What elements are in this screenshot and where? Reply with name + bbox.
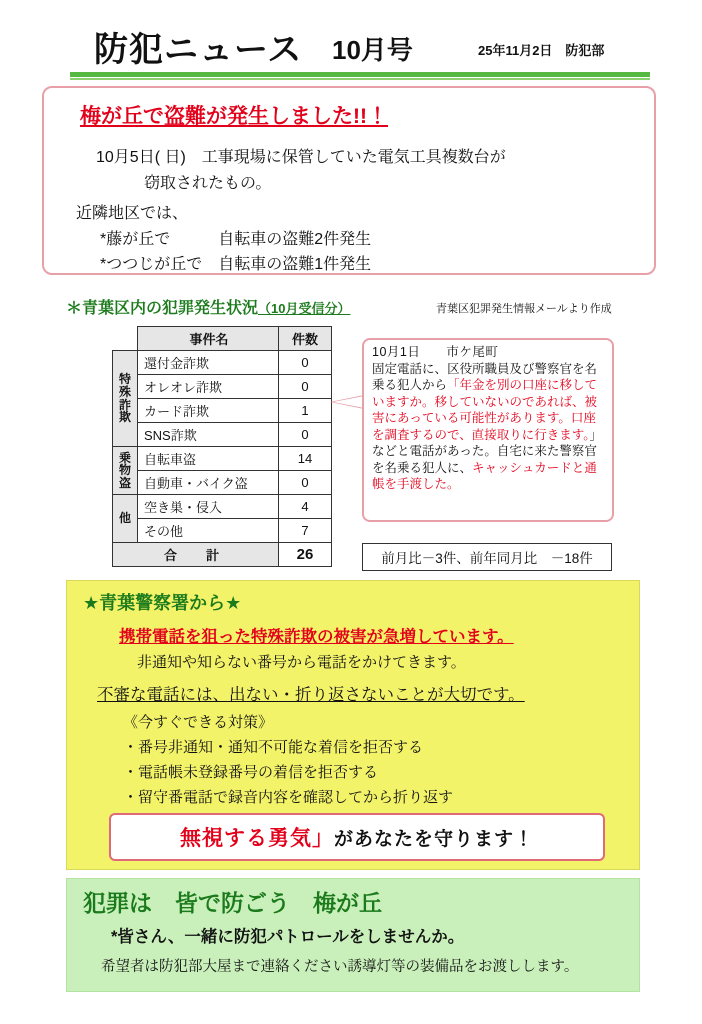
stats-heading-text: ＊青葉区内の犯罪発生状況 xyxy=(66,300,259,317)
table-row xyxy=(113,351,332,375)
table-row xyxy=(113,447,332,471)
crime-count: 4 xyxy=(279,495,332,519)
stats-source-note: 青葉区犯罪発生情報メールより作成 xyxy=(436,303,612,315)
total-label: 合 計 xyxy=(113,543,279,567)
crime-name: 自転車盗 xyxy=(138,447,279,471)
crime-name: 空き巣・侵入 xyxy=(138,495,279,519)
alert-detail-line-1: 10月5日( 日) 工事現場に保管していた電気工具複数台が xyxy=(96,149,506,166)
fraud-case-callout xyxy=(362,338,614,522)
callout-body xyxy=(372,361,604,493)
category-label-special-fraud: 特殊詐欺 xyxy=(113,351,138,447)
police-measure-item-1: ・番号非通知・通知不可能な着信を拒否する xyxy=(123,739,424,756)
callout-text-3: 」などと電話があった。自 xyxy=(372,427,603,458)
date-department: 25年11月2日 防犯部 xyxy=(478,43,605,58)
total-value: 26 xyxy=(279,543,332,567)
alert-nearby-item-1: *藤が丘で 自転車の盗難2件発生 xyxy=(100,231,372,248)
callout-text-4: 宅に来た警察官を名乗る犯人に、 xyxy=(372,444,597,475)
callout-pointer-inner xyxy=(333,396,364,408)
police-measure-item-2: ・電話帳未登録番号の着信を拒否する xyxy=(123,764,379,781)
crime-count: 0 xyxy=(279,471,332,495)
table-row xyxy=(113,519,332,543)
police-measures-heading: 《今すぐできる対策》 xyxy=(123,714,274,731)
crime-count: 0 xyxy=(279,351,332,375)
table-row xyxy=(113,495,332,519)
table-total-row xyxy=(113,543,332,567)
callout-text-red-3: ば、被害にあっている可能性があります。 xyxy=(372,394,598,425)
crime-count: 14 xyxy=(279,447,332,471)
crime-name: 自動車・バイク盗 xyxy=(138,471,279,495)
category-label-vehicle-theft: 乗物盗 xyxy=(113,447,138,495)
police-advice-headline: 不審な電話には、出ない・折り返さないことが大切です。 xyxy=(97,686,525,704)
alert-headline: 梅が丘で盗難が発生しました!!！ xyxy=(80,105,388,128)
footer-line-1: *皆さん、一緒に防犯パトロールをしませんか。 xyxy=(111,928,465,946)
callout-text-red-2: していますか。移していないのであれ xyxy=(372,378,598,409)
category-label-other: 他 xyxy=(113,495,138,543)
crime-count: 0 xyxy=(279,375,332,399)
table-header-row xyxy=(113,327,332,351)
issue-label: 10月号 xyxy=(332,35,413,65)
crime-count: 1 xyxy=(279,399,332,423)
crime-statistics-table xyxy=(112,326,332,567)
theft-alert-box xyxy=(42,86,656,275)
crime-name: その他 xyxy=(138,519,279,543)
slogan-rest: があなたを守ります！ xyxy=(333,828,534,850)
table-corner-cell xyxy=(113,327,138,351)
document-header xyxy=(70,22,650,78)
table-row xyxy=(113,423,332,447)
comparison-text: 前月比－3件、前年同月比 －18件 xyxy=(381,551,593,566)
stats-heading xyxy=(66,295,350,318)
header-divider xyxy=(70,72,650,77)
footer-title: 犯罪は 皆で防ごう 梅が丘 xyxy=(83,890,382,916)
crime-name: SNS詐欺 xyxy=(138,423,279,447)
stats-heading-subtext: （10月受信分） xyxy=(258,301,351,316)
police-warning-headline: 携帯電話を狙った特殊詐欺の被害が急増しています。 xyxy=(119,628,514,646)
crime-name: 還付金詐欺 xyxy=(138,351,279,375)
table-row xyxy=(113,399,332,423)
police-slogan-box xyxy=(109,813,605,861)
police-measure-item-3: ・留守番電話で録音内容を確認してから折り返す xyxy=(123,789,454,806)
column-header-name: 事件名 xyxy=(138,327,279,351)
comparison-box xyxy=(362,543,612,571)
callout-text-red-5: 直接取りに xyxy=(471,427,535,442)
footer-message-box xyxy=(66,878,640,992)
slogan-highlight: 無視する勇気」 xyxy=(179,827,334,850)
footer-line-2: 希望者は防犯部大屋まで連絡ください誘導灯等の装備品をお渡しします。 xyxy=(101,959,579,975)
callout-text-red-4: 口座を調査するので、 xyxy=(372,411,596,442)
alert-nearby-item-2: *つつじが丘で 自転車の盗難1件発生 xyxy=(100,256,372,273)
header-divider-secondary xyxy=(70,78,650,80)
callout-text-2: 名乗る犯人から xyxy=(372,361,598,392)
callout-text-red-7: キャッシュカードと通帳を手渡した。 xyxy=(372,460,597,491)
crime-count: 0 xyxy=(279,423,332,447)
police-warning-detail: 非通知や知らない番号から電話をかけてきます。 xyxy=(137,654,466,671)
crime-count: 7 xyxy=(279,519,332,543)
callout-text-1: 固定電話に、区役所職員及び警察官を xyxy=(372,361,585,376)
table-row xyxy=(113,375,332,399)
crime-name: オレオレ詐欺 xyxy=(138,375,279,399)
police-box-title: ★青葉警察署から★ xyxy=(83,593,242,613)
callout-heading: 10月1日 市ケ尾町 xyxy=(372,345,499,359)
page-title: 防犯ニュース xyxy=(94,31,303,69)
callout-text-red-6: 行きます。 xyxy=(534,427,590,442)
alert-detail-line-2: 窃取されたもの。 xyxy=(144,175,272,192)
police-message-box xyxy=(66,580,640,870)
column-header-count: 件数 xyxy=(279,327,332,351)
alert-nearby-heading: 近隣地区では、 xyxy=(76,205,189,222)
crime-name: カード詐欺 xyxy=(138,399,279,423)
callout-text-red-1: 「年金を別の口座に移 xyxy=(447,378,573,392)
table-row xyxy=(113,471,332,495)
